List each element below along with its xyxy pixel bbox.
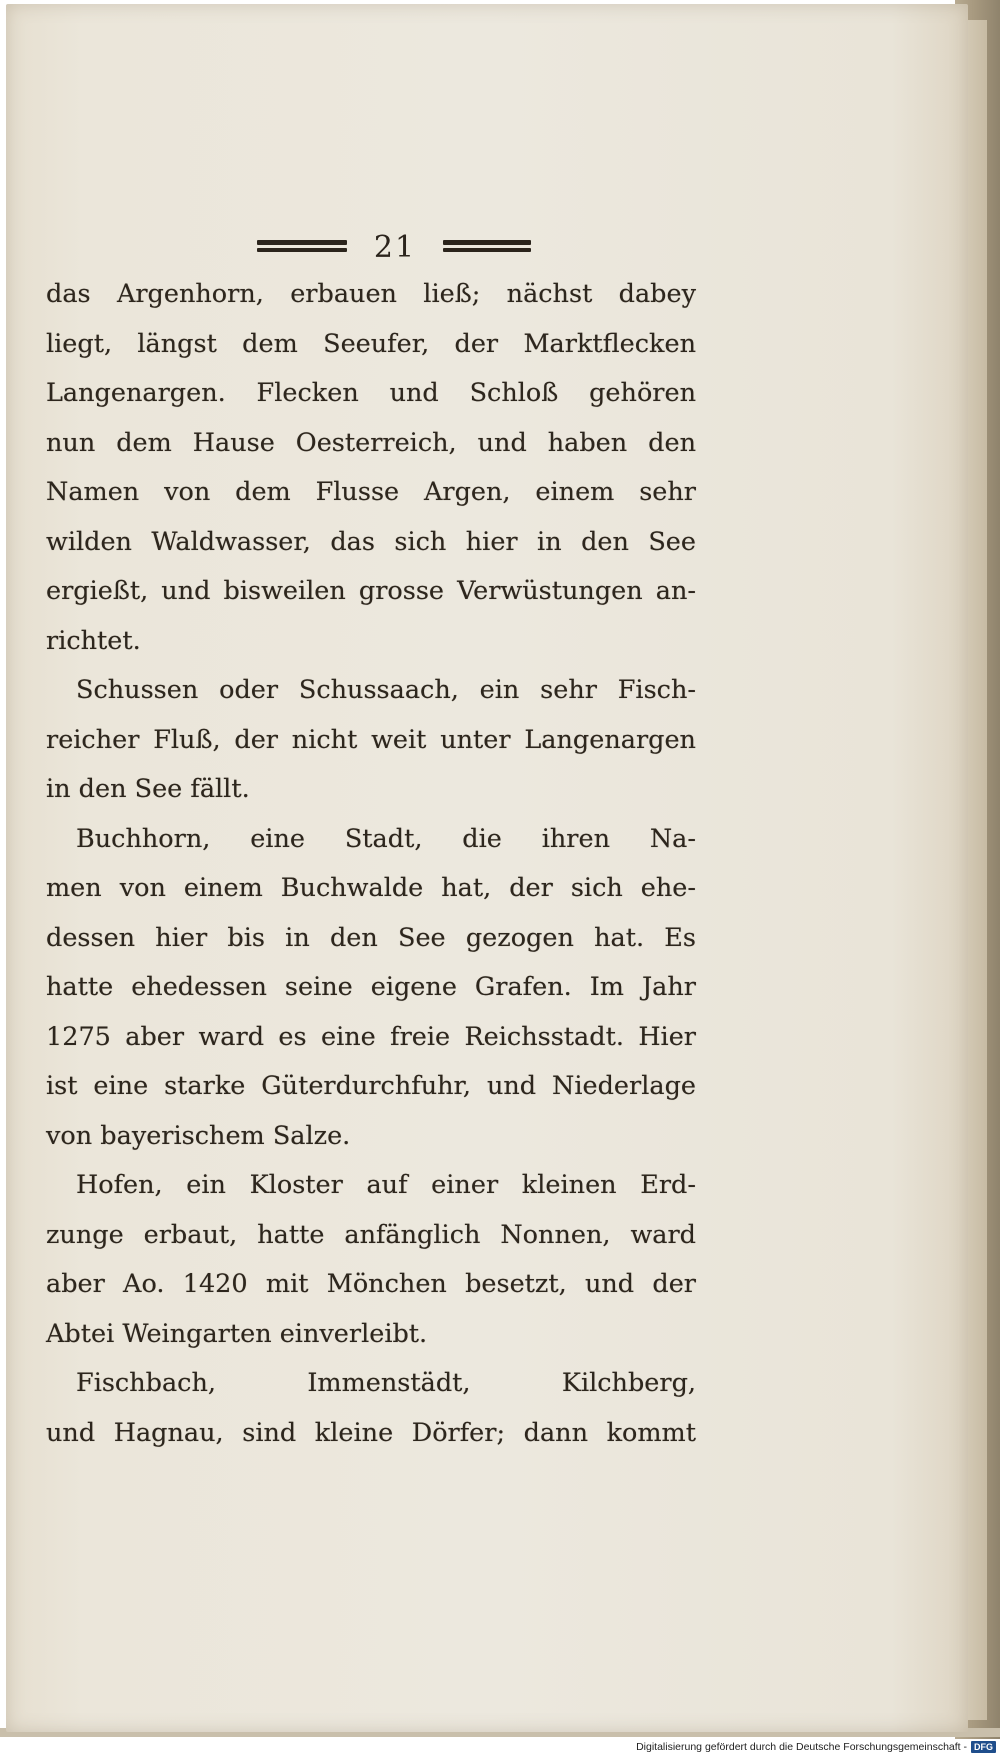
text-line: Abtei Weingarten einverleibt.: [46, 1318, 428, 1349]
text-line: und Hagnau, sind kleine Dörfer; dann kommt: [46, 1417, 696, 1448]
text-line: ist eine starke Güterdurchfuhr, und Niederlage: [46, 1071, 696, 1101]
text-line: liegt, längst dem Seeufer, der Marktflecken: [46, 328, 696, 359]
text-line: aber Ao. 1420 mit Mönchen besetzt, und der: [46, 1269, 696, 1299]
text-line: wilden Waldwasser, das sich hier in den See: [46, 526, 696, 557]
text-line: von bayerischem Salze.: [46, 1120, 351, 1151]
body-text: [46, 270, 696, 1458]
text-line: nun dem Hause Oesterreich, und haben den: [46, 427, 696, 458]
page-number: 21: [373, 230, 417, 265]
dfg-logo: DFG: [971, 1741, 996, 1753]
text-line: Buchhorn, eine Stadt, die ihren Na-: [76, 823, 696, 854]
digitization-credit: [630, 1739, 1000, 1755]
text-line: zunge erbaut, hatte anfänglich Nonnen, ward: [46, 1219, 696, 1250]
text-line: in den See fällt.: [46, 774, 250, 804]
header-rule-right: [443, 240, 531, 254]
text-line: Langenargen. Flecken und Schloß gehören: [46, 378, 696, 408]
text-line: Fischbach, Immenstädt, Kilchberg,: [76, 1368, 696, 1398]
text-line: das Argenhorn, erbauen ließ; nächst dabey: [46, 279, 696, 309]
header-rule-left: [257, 240, 347, 254]
page-header: [255, 228, 535, 268]
text-line: ergießt, und bisweilen grosse Verwüstungen an-: [46, 576, 696, 606]
text-line: reicher Fluß, der nicht weit unter Langenargen: [46, 724, 696, 755]
credit-text: Digitalisierung gefördert durch die Deutsche Forschungsgemeinschaft -: [636, 1741, 967, 1753]
text-line: hatte ehedessen seine eigene Grafen. Im Jahr: [46, 972, 696, 1002]
text-line: Hofen, ein Kloster auf einer kleinen Erd-: [76, 1170, 696, 1200]
text-line: men von einem Buchwalde hat, der sich ehe-: [46, 873, 696, 903]
text-line: dessen hier bis in den See gezogen hat. Es: [46, 922, 696, 953]
text-line: 1275 aber ward es eine freie Reichsstadt. Hier: [46, 1021, 696, 1052]
text-line: Schussen oder Schussaach, ein sehr Fisch-: [76, 675, 696, 705]
text-line: Namen von dem Flusse Argen, einem sehr: [46, 477, 696, 507]
page-edge-inner: [965, 20, 987, 1720]
text-line: richtet.: [46, 625, 141, 656]
